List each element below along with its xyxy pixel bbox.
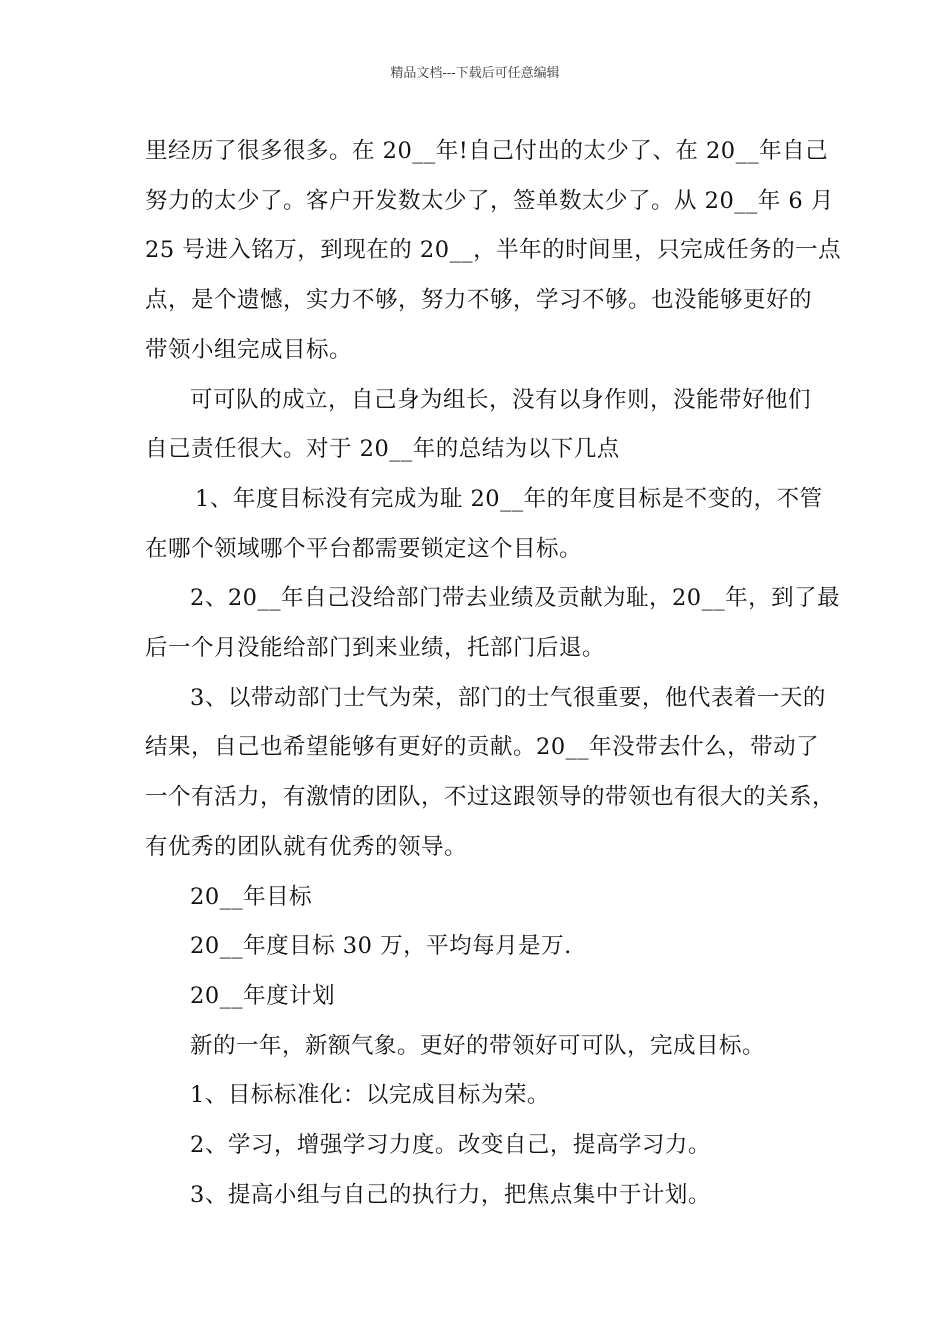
goal-text: 20__年度目标 30 万，平均每月是万. [190, 933, 572, 960]
paragraph-point-2 [145, 574, 841, 673]
text-line: 1、年度目标没有完成为耻 20__年的年度目标是不变的，不管 [195, 485, 823, 512]
text-line: 有优秀的团队就有优秀的领导。 [145, 833, 468, 860]
text-line: 3、以带动部门士气为荣，部门的士气很重要，他代表着一天的 [190, 684, 826, 711]
text-line: 努力的太少了。客户开发数太少了，签单数太少了。从 20__年 6 月 [145, 187, 834, 214]
plan-intro: 新的一年，新额气象。更好的带领好可可队，完成目标。 [190, 1032, 766, 1059]
plan-item-2: 2、学习，增强学习力度。改变自己，提高学习力。 [190, 1132, 711, 1159]
plan-item-3: 3、提高小组与自己的执行力，把焦点集中于计划。 [190, 1181, 711, 1208]
text-line: 2、20__年自己没给部门带去业绩及贡献为耻，20__年，到了最 [190, 585, 841, 612]
section-heading-goal: 20__年目标 [190, 883, 313, 910]
paragraph-point-1 [145, 475, 823, 574]
page-header: 精品文档---下载后可任意编辑 [390, 66, 560, 81]
paragraph-summary [145, 127, 842, 376]
text-line: 自己责任很大。对于 20__年的总结为以下几点 [145, 436, 620, 463]
text-line: 带领小组完成目标。 [145, 336, 353, 363]
text-line: 后一个月没能给部门到来业绩，托部门后退。 [145, 635, 606, 662]
text-line: 结果，自己也希望能够有更好的贡献。20__年没带去什么，带动了 [145, 734, 820, 761]
text-line: 在哪个领域哪个平台都需要锁定这个目标。 [145, 535, 583, 562]
plan-item-1: 1、目标标准化：以完成目标为荣。 [190, 1082, 550, 1109]
document-body [145, 127, 842, 1220]
paragraph-team [145, 376, 810, 475]
section-heading-plan: 20__年度计划 [190, 982, 336, 1009]
paragraph-point-3 [145, 674, 836, 873]
text-line: 里经历了很多很多。在 20__年!自己付出的太少了、在 20__年自己 [145, 138, 829, 164]
text-line: 点，是个遗憾，实力不够，努力不够，学习不够。也没能够更好的 [145, 287, 813, 314]
text-line: 一个有活力，有激情的团队，不过这跟领导的带领也有很大的关系， [145, 784, 836, 811]
text-line: 25 号进入铭万，到现在的 20__，半年的时间里，只完成任务的一点 [145, 237, 842, 264]
text-line: 可可队的成立，自己身为组长，没有以身作则，没能带好他们 [190, 386, 812, 413]
